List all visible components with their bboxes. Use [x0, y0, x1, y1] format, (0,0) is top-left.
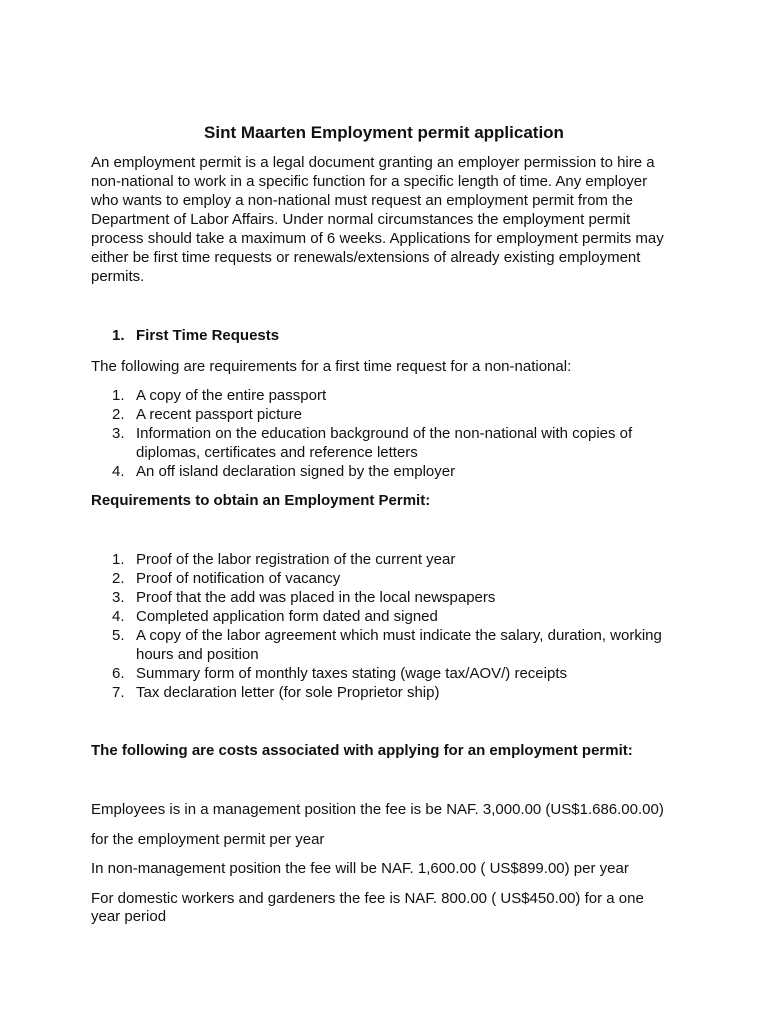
- list-item-text: Completed application form dated and signed: [136, 608, 438, 625]
- intro-line: permits.: [91, 268, 145, 285]
- list-item-number: 1.: [112, 551, 125, 568]
- list-item: [91, 626, 691, 664]
- section1-list: [91, 386, 691, 481]
- list-item-number: 1.: [112, 387, 125, 404]
- list-item: [91, 405, 691, 424]
- intro-line: Department of Labor Affairs. Under normal circumstances the employment permit: [91, 211, 631, 228]
- list-item-text: Tax declaration letter (for sole Proprietor ship): [136, 684, 440, 701]
- costs-heading: The following are costs associated with applying for an employment permit:: [91, 742, 633, 759]
- list-item: [91, 462, 691, 481]
- list-item-number: 2.: [112, 406, 125, 423]
- list-item-text: A recent passport picture: [136, 406, 302, 423]
- intro-line: non-national to work in a specific function for a specific length of time. Any employer: [91, 173, 648, 190]
- document-title: Sint Maarten Employment permit application: [204, 123, 564, 142]
- list-item-number: 4.: [112, 608, 125, 625]
- section2-heading: Requirements to obtain an Employment Permit:: [91, 492, 431, 509]
- section1-title: First Time Requests: [136, 327, 280, 344]
- list-item: [91, 588, 691, 607]
- section1-lead: The following are requirements for a first time request for a non-national:: [91, 358, 572, 375]
- list-item: [91, 683, 691, 702]
- list-item-text: Proof of the labor registration of the current year: [136, 551, 456, 568]
- intro-line: either be first time requests or renewals/extensions of already existing employment: [91, 249, 641, 266]
- cost-domestic: For domestic workers and gardeners the fee is NAF. 800.00 ( US$450.00) for a one: [91, 890, 644, 907]
- list-item-number: 6.: [112, 665, 125, 682]
- list-item-number: 4.: [112, 463, 125, 480]
- cost-management-cont: for the employment permit per year: [91, 831, 325, 848]
- list-item-text: A copy of the labor agreement which must indicate the salary, duration, working: [136, 627, 662, 644]
- cost-domestic-cont: year period: [91, 908, 167, 925]
- list-item-number: 5.: [112, 627, 125, 644]
- intro-line: An employment permit is a legal document granting an employer permission to hire a: [91, 154, 655, 171]
- list-item-number: 7.: [112, 684, 125, 701]
- list-item-text: hours and position: [136, 646, 259, 663]
- intro-paragraph: [91, 153, 691, 286]
- list-item: [91, 607, 691, 626]
- list-item-number: 2.: [112, 570, 125, 587]
- list-item-text: Proof that the add was placed in the local newspapers: [136, 589, 496, 606]
- list-item-text: An off island declaration signed by the employer: [136, 463, 456, 480]
- list-item-text: diplomas, certificates and reference letters: [136, 444, 418, 461]
- list-item-text: Information on the education background of the non-national with copies of: [136, 425, 633, 442]
- list-item-number: 3.: [112, 425, 125, 442]
- list-item-number: 3.: [112, 589, 125, 606]
- list-item-text: Proof of notification of vacancy: [136, 570, 341, 587]
- cost-non-management: In non-management position the fee will be NAF. 1,600.00 ( US$899.00) per year: [91, 860, 629, 877]
- intro-line: process should take a maximum of 6 weeks. Applications for employment permits may: [91, 230, 664, 247]
- list-item: [91, 386, 691, 405]
- list-item: [91, 569, 691, 588]
- list-item-text: A copy of the entire passport: [136, 387, 327, 404]
- section2-list: [91, 550, 691, 702]
- intro-line: who wants to employ a non-national must request an employment permit from the: [91, 192, 633, 209]
- section1-number: 1.: [112, 327, 125, 344]
- list-item: [91, 424, 691, 462]
- list-item: [91, 550, 691, 569]
- cost-management: Employees is in a management position the fee is be NAF. 3,000.00 (US$1.686.00.00): [91, 801, 664, 818]
- list-item: [91, 664, 691, 683]
- list-item-text: Summary form of monthly taxes stating (wage tax/AOV/) receipts: [136, 665, 567, 682]
